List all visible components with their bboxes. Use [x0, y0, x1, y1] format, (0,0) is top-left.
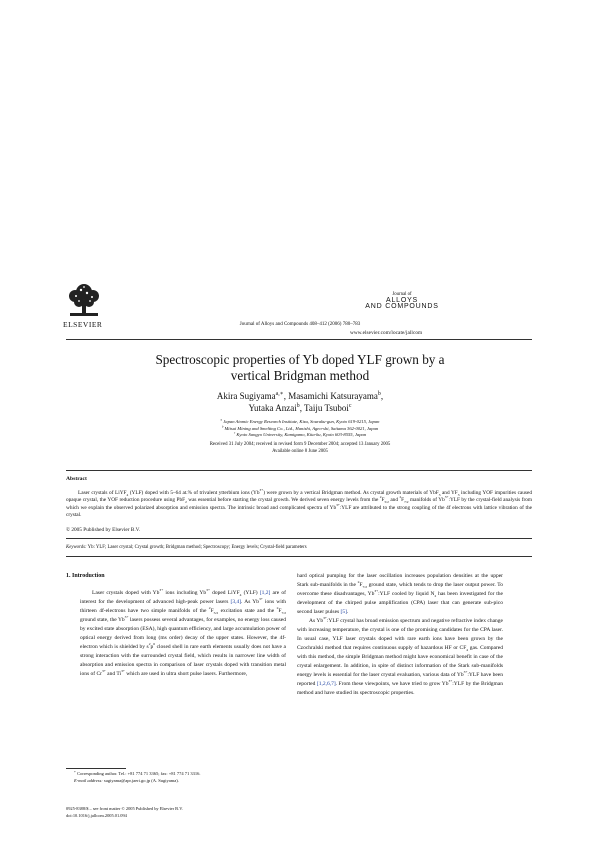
journal-website-link[interactable]: www.elsevier.com/locate/jallcom — [350, 330, 423, 336]
page-footer — [66, 806, 183, 819]
author-mark[interactable]: b — [377, 391, 381, 397]
affiliation: Kyoto Sangyo University, Kamigamo, Kita-ku, Kyoto 603-8555, Japan — [236, 432, 367, 438]
online-date: Available online 8 June 2005 — [272, 449, 328, 454]
article-title — [0, 352, 600, 384]
abstract-copyright: © 2005 Published by Elsevier B.V. — [66, 527, 141, 533]
affiliation: Japan Atomic Energy Research Institute, Kizu, Souraku-gun, Kyoto 619-0215, Japan — [223, 419, 380, 424]
title-line-2: vertical Bridgman method — [230, 368, 370, 383]
intro-paragraph-1-cont: hard optical pumping for the laser oscillation increases population densities at the upper Stark sub-manifolds in the $^2F_{7/2}$ ground state, which tends to drop the laser output power. To overcome these disadvantages, $Yb^{3+}:YLF$ cooled by liquid $N_2$ has been investigated for the development of the chirped pulse amplification (CPA) laser that can generate sub-pico second laser pulses [5]. — [297, 573, 504, 615]
journal-reference: Journal of Alloys and Compounds 408–412 (2006) 780–783 — [239, 322, 361, 327]
affiliations: $^a$ Japan Atomic Energy Research Institute, Kizu, Souraku-gun, Kyoto 619-0215, Japan $^b$ Mitsui Mining and Smelting Co., Ltd., Hanishi, Ageo-shi, Saitama 362-0021, Japan $^c$ Kyoto Sangyo University, Kamigamo, Kita-ku, Kyoto 603-8555, Japan — [220, 417, 380, 438]
email-address[interactable]: sugiyama@apr.jaeri.go.jp (A. Sugiyama). — [102, 777, 179, 783]
keywords-top-rule — [66, 538, 532, 539]
author-mark[interactable]: c — [348, 403, 352, 409]
affiliation: Mitsui Mining and Smelting Co., Ltd., Hanishi, Ageo-shi, Saitama 362-0021, Japan — [224, 425, 379, 431]
citation-link[interactable]: [5] — [340, 609, 347, 615]
abstract-top-rule — [66, 470, 532, 471]
issn-line: 0925-8388/$ – see front matter © 2005 Published by Elsevier B.V. — [66, 806, 183, 811]
journal-logo-line1: Journal of — [392, 292, 412, 297]
author-name: Taiju Tsuboi — [304, 403, 349, 413]
author-mark[interactable]: a,∗ — [275, 391, 284, 397]
section-heading-introduction: 1. Introduction — [66, 573, 105, 579]
intro-paragraph-1: Laser crystals doped with $Yb^{3+}$ ions including $Yb^{3+}$ doped LiYF$_4$ (YLF) [1,2] are of interest for the development of advanced high-peak power lasers [3,4]. As $Yb^{3+}$ ions with thirteen 4f-electrons have two simple manifolds of the $^2F_{5/2}$ excitation state and the $^2F_{7/2}$ ground state, the $Yb^{3+}$ lasers possess several advantages, for examples, no energy loss caused by excited state absorption (ESA), high quantum efficiency, and large accumulation power of optical energy derived from long (ms order) decay of the upper states. However, the 4f-electron which is shielded by $s^2p^6$ closed shell in rare earth elements usually does not have a strong interaction with the surrounded crystal field, which results in narrower line width of absorption and emission spectra in comparison of laser crystals doped with transition metal ions of $Cr^{3+}$ and $Ti^{3+}$ which are used in ultra short pulse lasers. Furthermore, — [80, 588, 286, 677]
keywords: Keywords: Yb: YLF; Laser crystal; Crystal growth; Bridgman method; Spectroscopy; Energy levels; Crystal-field parameters — [66, 545, 307, 550]
received-dates: Received 31 July 2004; received in revised form 9 December 2004; accepted 13 January 2005 — [209, 442, 391, 447]
doi-line[interactable]: doi:10.1016/j.jallcom.2005.01.094 — [66, 812, 127, 818]
author-list: Akira Sugiyama$^{a,∗}$, Masamichi Katsurayama$^b$, Yutaka Anzai$^b$, Taiju Tsuboi$^c$ — [216, 391, 384, 413]
title-line-1: Spectroscopic properties of Yb doped YLF grown by a — [155, 352, 445, 367]
keywords-bottom-rule — [66, 556, 532, 557]
corresponding-author: Corresponding author. Tel.: +81 774 71 3365; fax: +81 774 71 3316. — [75, 771, 201, 776]
author-name: Yutaka Anzai — [248, 403, 297, 413]
header-rule — [66, 339, 532, 340]
citation-link[interactable]: [3,4] — [230, 599, 242, 605]
journal-logo — [362, 292, 442, 310]
abstract-heading: Abstract — [66, 476, 87, 482]
author-name: Akira Sugiyama — [216, 391, 276, 401]
body-column-right — [297, 572, 503, 698]
publisher-logo-text: ELSEVIER — [63, 320, 103, 329]
body-column-left — [80, 589, 286, 679]
article-history — [0, 441, 600, 455]
abstract-text: Laser crystals of LiYF$_4$ (YLF) doped with 5–64 at.% of trivalent ytterbium ions $(Yb^{3+})$ were grown by a vertical Bridgman method. As crystal growth materials of YbF$_3$ and $YF_3$ including YOF impurities caused opaque crystal, the YOF reduction procedure using PbF$_2$ was essential before starting the crystal growth. We derived seven energy levels from the $^2F_{5/2}$ and $^2F_{7/2}$ manifolds of $Yb^{3+}:YLF$ by the crystal-field analysis from which we explain the observed polarized absorption and emission spectra. The intrinsic broad and complicated spectra of $Yb^{3+}:YLF$ are attributed to the strong coupling of the 4f electrons with lattice vibration of the crystal. — [66, 488, 533, 519]
citation-link[interactable]: [1,2] — [259, 590, 271, 596]
footnote: ∗ Corresponding author. Tel.: +81 774 71 3365; fax: +81 774 71 3316. E-mail address: sugiyama@apr.jaeri.go.jp (A. Sugiyama). — [74, 769, 201, 783]
author-mark[interactable]: b — [296, 403, 300, 409]
author-name: Masamichi Katsurayama — [288, 391, 378, 401]
citation-link[interactable]: [1,2,6,7] — [316, 681, 336, 687]
journal-logo-line2: ALLOYS — [385, 297, 419, 304]
intro-paragraph-2: As $Yb^{3+}:YLF$ crystal has broad emission spectrum and negative refractive index change with increasing temperature, the crystal is one of the promising candidates for the CPA laser. In usual case, YLF laser crystals doped with rare earth ions have been grown by the Czochralski method that requires continuous supply of hazardous HF or $CF_4$ gas. Compared with this method, the simple Bridgman method might have economical benefit in case of the crystal enlargement. In addition, in spite of distinct information of the Stark sub-manifolds energy levels is essential for the laser crystal evaluation, various data of $Yb^{3+}:YLF$ have been reported [1,2,6,7]. From these viewpoints, we have tried to grow $Yb^{3+}:YLF$ by the Bridgman method and have studied its spectroscopic properties. — [297, 616, 503, 696]
journal-logo-line3: AND COMPOUNDS — [365, 303, 439, 310]
